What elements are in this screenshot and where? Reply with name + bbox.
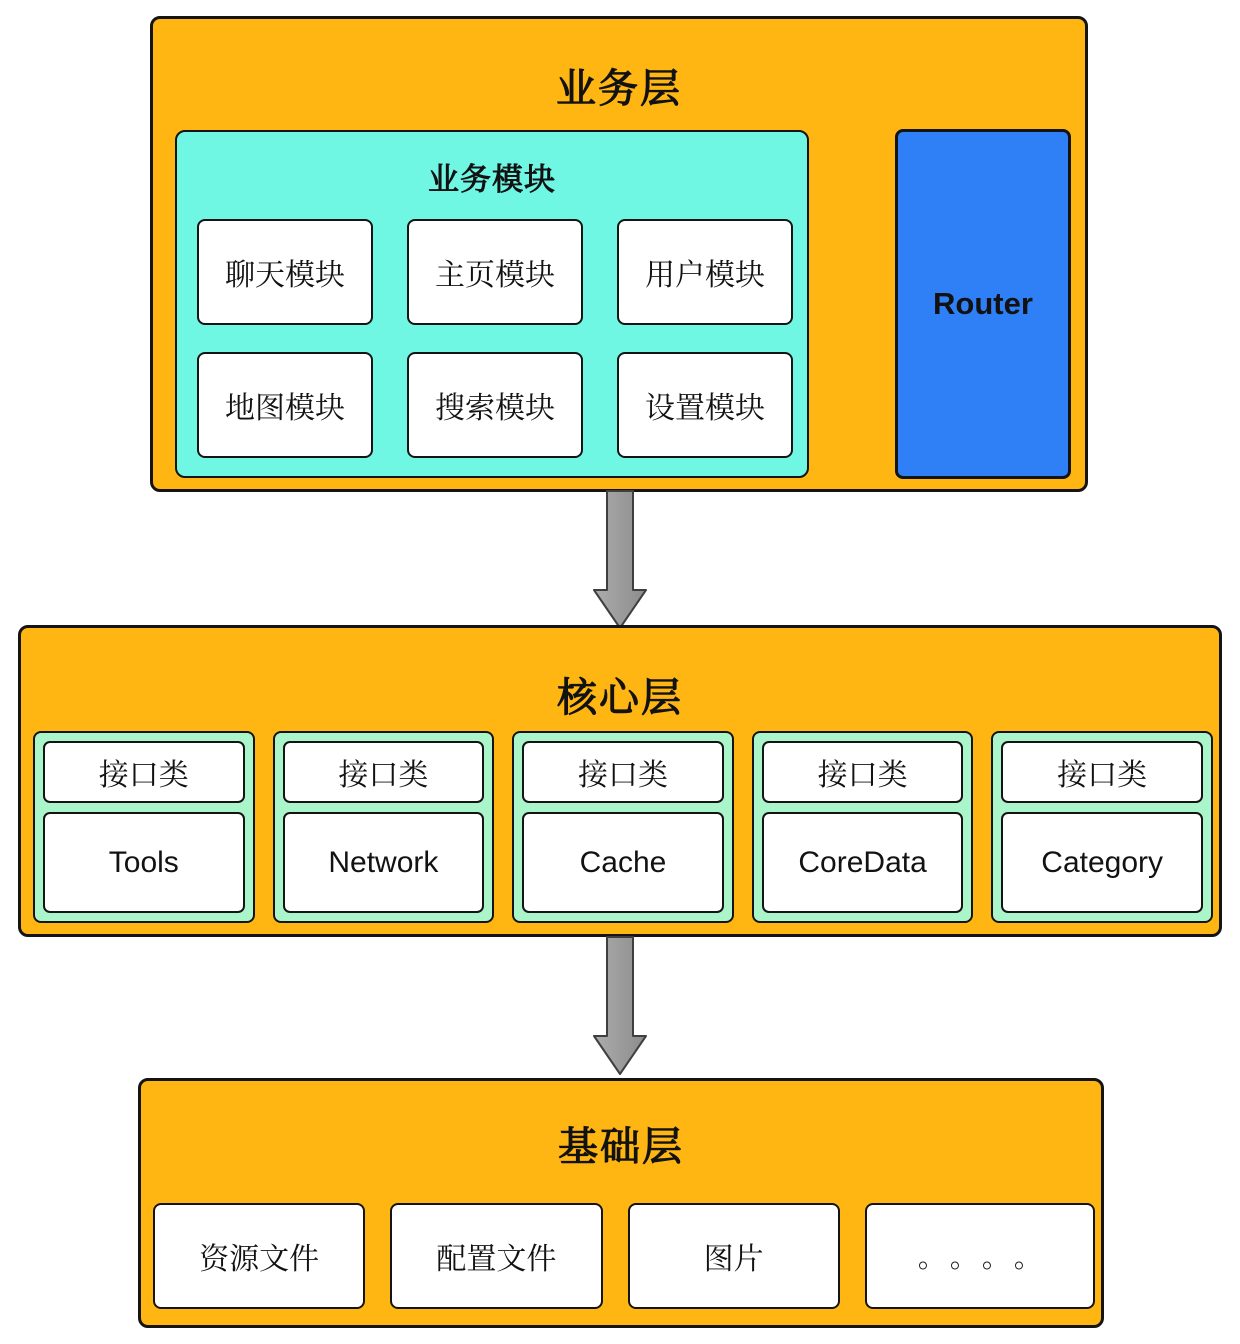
down-arrow-icon [588,936,652,1076]
foundation-box-resources: 资源文件 [153,1203,365,1309]
core-column-cache [512,731,734,923]
module-box-map: 地图模块 [197,352,373,458]
interface-class-box: 接口类 [762,741,964,803]
core-column-coredata [752,731,974,923]
business-layer-title: 业务层 [556,67,682,111]
module-box-chat: 聊天模块 [197,219,373,325]
interface-class-box: 接口类 [43,741,245,803]
business-layer [150,16,1088,492]
core-module-network: Network [283,812,485,913]
core-layer [18,625,1222,937]
foundation-box-config: 配置文件 [390,1203,602,1309]
module-box-settings: 设置模块 [617,352,793,458]
interface-class-box: 接口类 [522,741,724,803]
foundation-box-ellipsis: 。。。。 [865,1203,1095,1309]
module-box-search: 搜索模块 [407,352,583,458]
core-column-category [991,731,1213,923]
core-module-coredata: CoreData [762,812,964,913]
business-module-group [175,130,809,478]
business-module-group-title: 业务模块 [428,162,556,197]
foundation-layer-items [153,1203,1095,1309]
foundation-layer-title: 基础层 [558,1125,684,1169]
core-layer-columns [33,731,1213,923]
core-column-network [273,731,495,923]
core-module-tools: Tools [43,812,245,913]
core-column-tools [33,731,255,923]
core-module-category: Category [1001,812,1203,913]
foundation-box-images: 图片 [628,1203,840,1309]
router-box: Router [895,129,1071,479]
down-arrow-icon [588,490,652,630]
business-module-grid [197,219,793,458]
module-box-user: 用户模块 [617,219,793,325]
core-module-cache: Cache [522,812,724,913]
interface-class-box: 接口类 [1001,741,1203,803]
module-box-home: 主页模块 [407,219,583,325]
interface-class-box: 接口类 [283,741,485,803]
core-layer-title: 核心层 [557,676,683,720]
foundation-layer [138,1078,1104,1328]
